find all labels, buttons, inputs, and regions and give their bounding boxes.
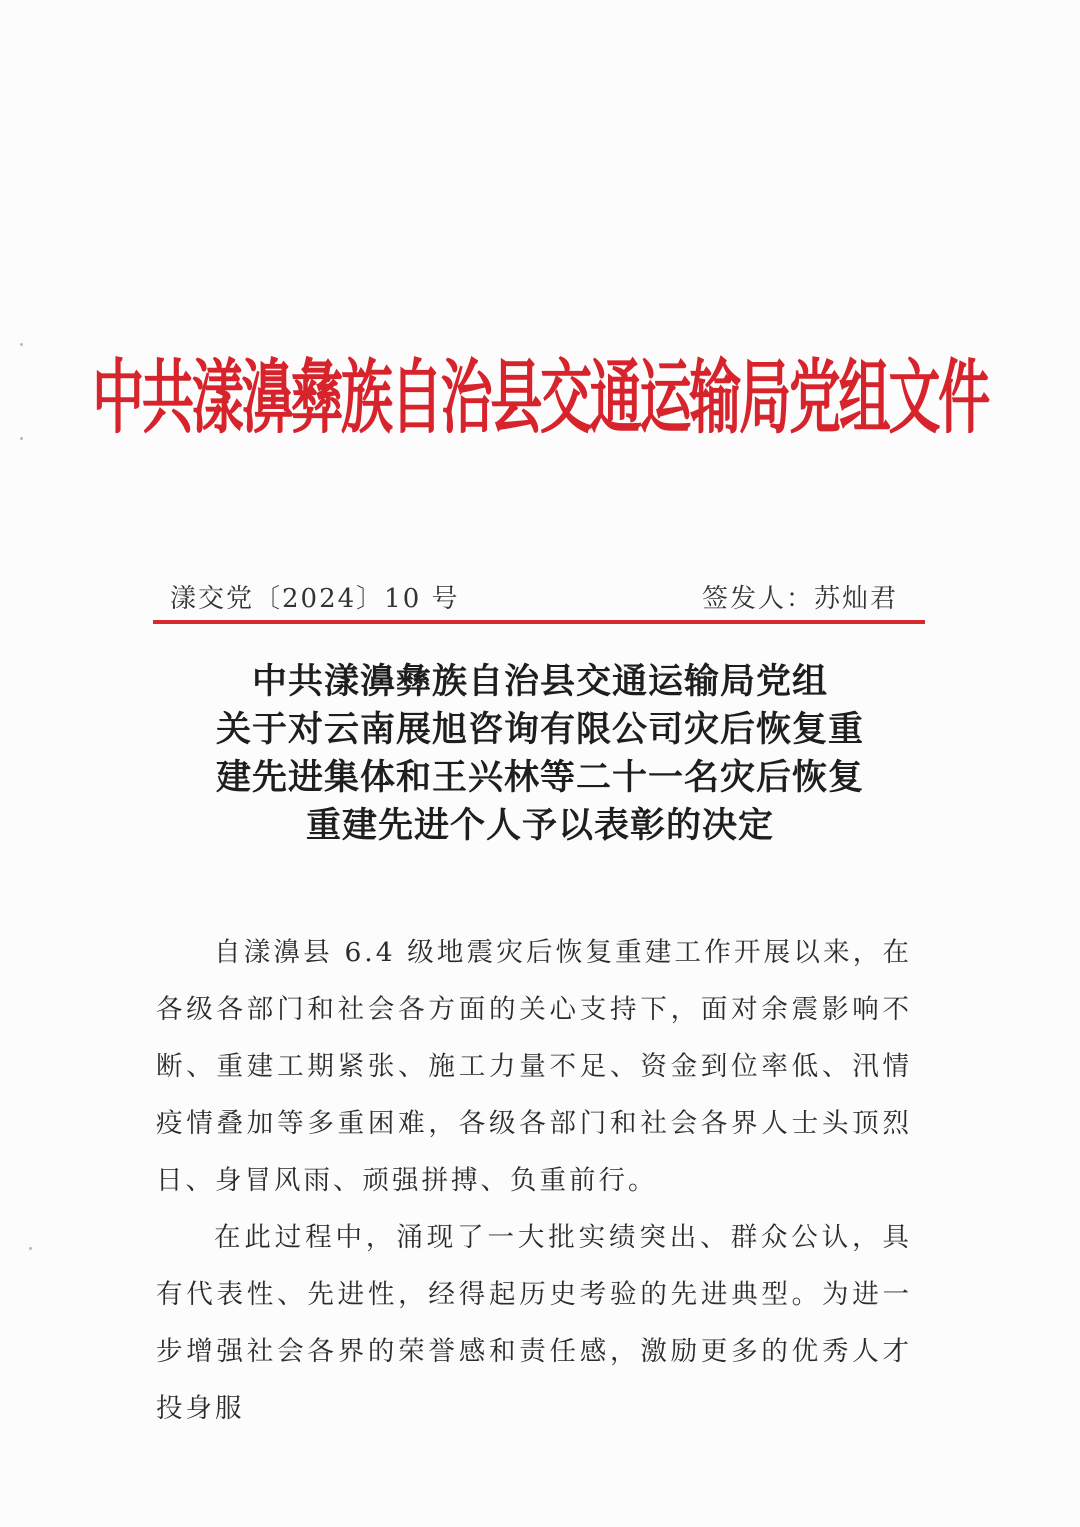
signer: 签发人：苏灿君 bbox=[701, 584, 898, 614]
scan-speck bbox=[20, 343, 23, 346]
red-separator-rule bbox=[153, 620, 925, 624]
title-line: 中共漾濞彝族自治县交通运输局党组 bbox=[251, 661, 828, 702]
body-paragraph: 自漾濞县 6.4 级地震灾后恢复重建工作开展以来，在各级各部门和社会各方面的关心支持下，面对余震影响不断、重建工期紧张、施工力量不足、资金到位率低、汛情疫情叠加等多重困难，各级各部门和社会各界人士头顶烈日、身冒风雨、顽强拼搏、负重前行。 bbox=[156, 937, 912, 1196]
document-body bbox=[156, 924, 912, 1437]
title-line: 重建先进个人予以表彰的决定 bbox=[305, 805, 774, 846]
title-line: 建先进集体和王兴林等二十一名灾后恢复 bbox=[215, 757, 864, 798]
scan-speck bbox=[20, 437, 23, 440]
document-number: 漾交党〔2024〕10 号 bbox=[170, 584, 460, 614]
document-masthead: 中共漾濞彝族自治县交通运输局党组文件 bbox=[92, 349, 988, 445]
title-line: 关于对云南展旭咨询有限公司灾后恢复重 bbox=[215, 709, 864, 750]
decision-title bbox=[140, 658, 940, 850]
scan-speck bbox=[29, 1247, 32, 1250]
body-paragraph: 在此过程中，涌现了一大批实绩突出、群众公认，具有代表性、先进性，经得起历史考验的先进典型。为进一步增强社会各界的荣誉感和责任感，激励更多的优秀人才投身服 bbox=[156, 1222, 912, 1424]
